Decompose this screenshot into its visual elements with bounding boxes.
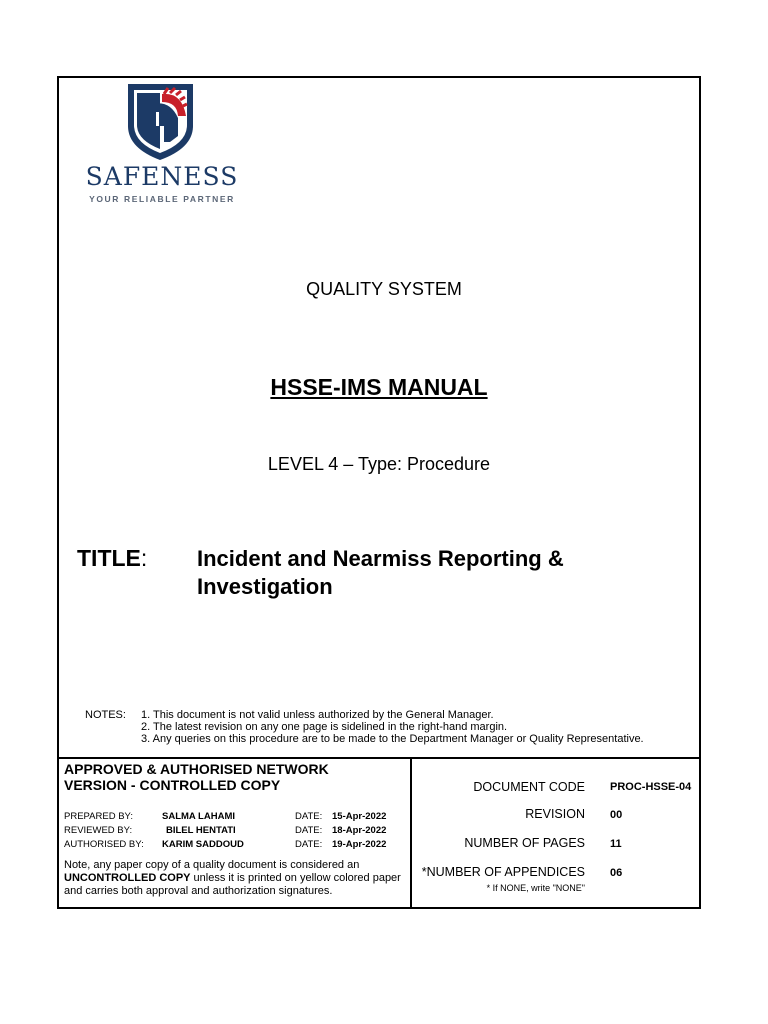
approval-line-2: VERSION - CONTROLLED COPY xyxy=(64,777,281,793)
manual-title: HSSE-IMS MANUAL xyxy=(270,374,488,400)
helmet-shield-icon xyxy=(82,82,242,162)
signature-name: SALMA LAHAMI xyxy=(162,811,235,822)
notes-label: NOTES: xyxy=(85,709,126,721)
level-type: LEVEL 4 – Type: Procedure xyxy=(267,454,491,474)
brand-tagline: YOUR RELIABLE PARTNER xyxy=(89,194,235,204)
revision-label: REVISION xyxy=(525,807,585,821)
signature-date-label: DATE: xyxy=(295,825,323,836)
approval-heading xyxy=(64,761,329,793)
notes-list xyxy=(141,709,644,745)
revision-value: 00 xyxy=(610,809,623,821)
document-code-label: DOCUMENT CODE xyxy=(473,780,585,794)
appendices-hint: * If NONE, write "NONE" xyxy=(486,883,585,893)
number-of-appendices-label: *NUMBER OF APPENDICES xyxy=(421,865,585,879)
signature-date-label: DATE: xyxy=(295,811,323,822)
title-colon: : xyxy=(140,545,148,571)
signature-name: KARIM SADDOUD xyxy=(162,839,244,850)
signature-date: 18-Apr-2022 xyxy=(332,825,387,836)
note-text-end: unless it is printed on yellow colored paper and carries both approval and authorization signatures. xyxy=(64,872,401,897)
signature-role: PREPARED BY: xyxy=(64,811,133,822)
number-of-pages-value: 11 xyxy=(610,838,622,850)
note-text-bold: UNCONTROLLED COPY xyxy=(64,872,191,884)
signature-date-label: DATE: xyxy=(295,839,323,850)
signature-date: 19-Apr-2022 xyxy=(332,839,387,850)
signature-role: AUTHORISED BY: xyxy=(64,839,144,850)
signature-role: REVIEWED BY: xyxy=(64,825,133,836)
note-item: 3. Any queries on this procedure are to be made to the Department Manager or Quality Representative. xyxy=(141,733,644,745)
note-item: 2. The latest revision on any one page is sidelined in the right-hand margin. xyxy=(141,721,508,733)
note-text-start: Note, any paper copy of a quality document is considered an xyxy=(64,859,360,871)
approval-line-1: APPROVED & AUTHORISED NETWORK xyxy=(64,761,329,777)
number-of-pages-label: NUMBER OF PAGES xyxy=(464,836,585,850)
document-code-value: PROC-HSSE-04 xyxy=(610,781,692,793)
signature-date: 15-Apr-2022 xyxy=(332,811,387,822)
title-label xyxy=(77,545,147,572)
company-logo xyxy=(82,82,242,206)
title-label-text: TITLE xyxy=(77,545,141,571)
quality-system-heading: QUALITY SYSTEM xyxy=(306,279,462,299)
number-of-appendices-value: 06 xyxy=(610,867,623,879)
document-title: Incident and Nearmiss Reporting & Investigation xyxy=(197,546,564,599)
brand-name: SAFENESS xyxy=(85,162,239,191)
uncontrolled-copy-note xyxy=(64,859,404,898)
signature-name: BILEL HENTATI xyxy=(166,825,236,836)
note-item: 1. This document is not valid unless authorized by the General Manager. xyxy=(141,709,494,721)
